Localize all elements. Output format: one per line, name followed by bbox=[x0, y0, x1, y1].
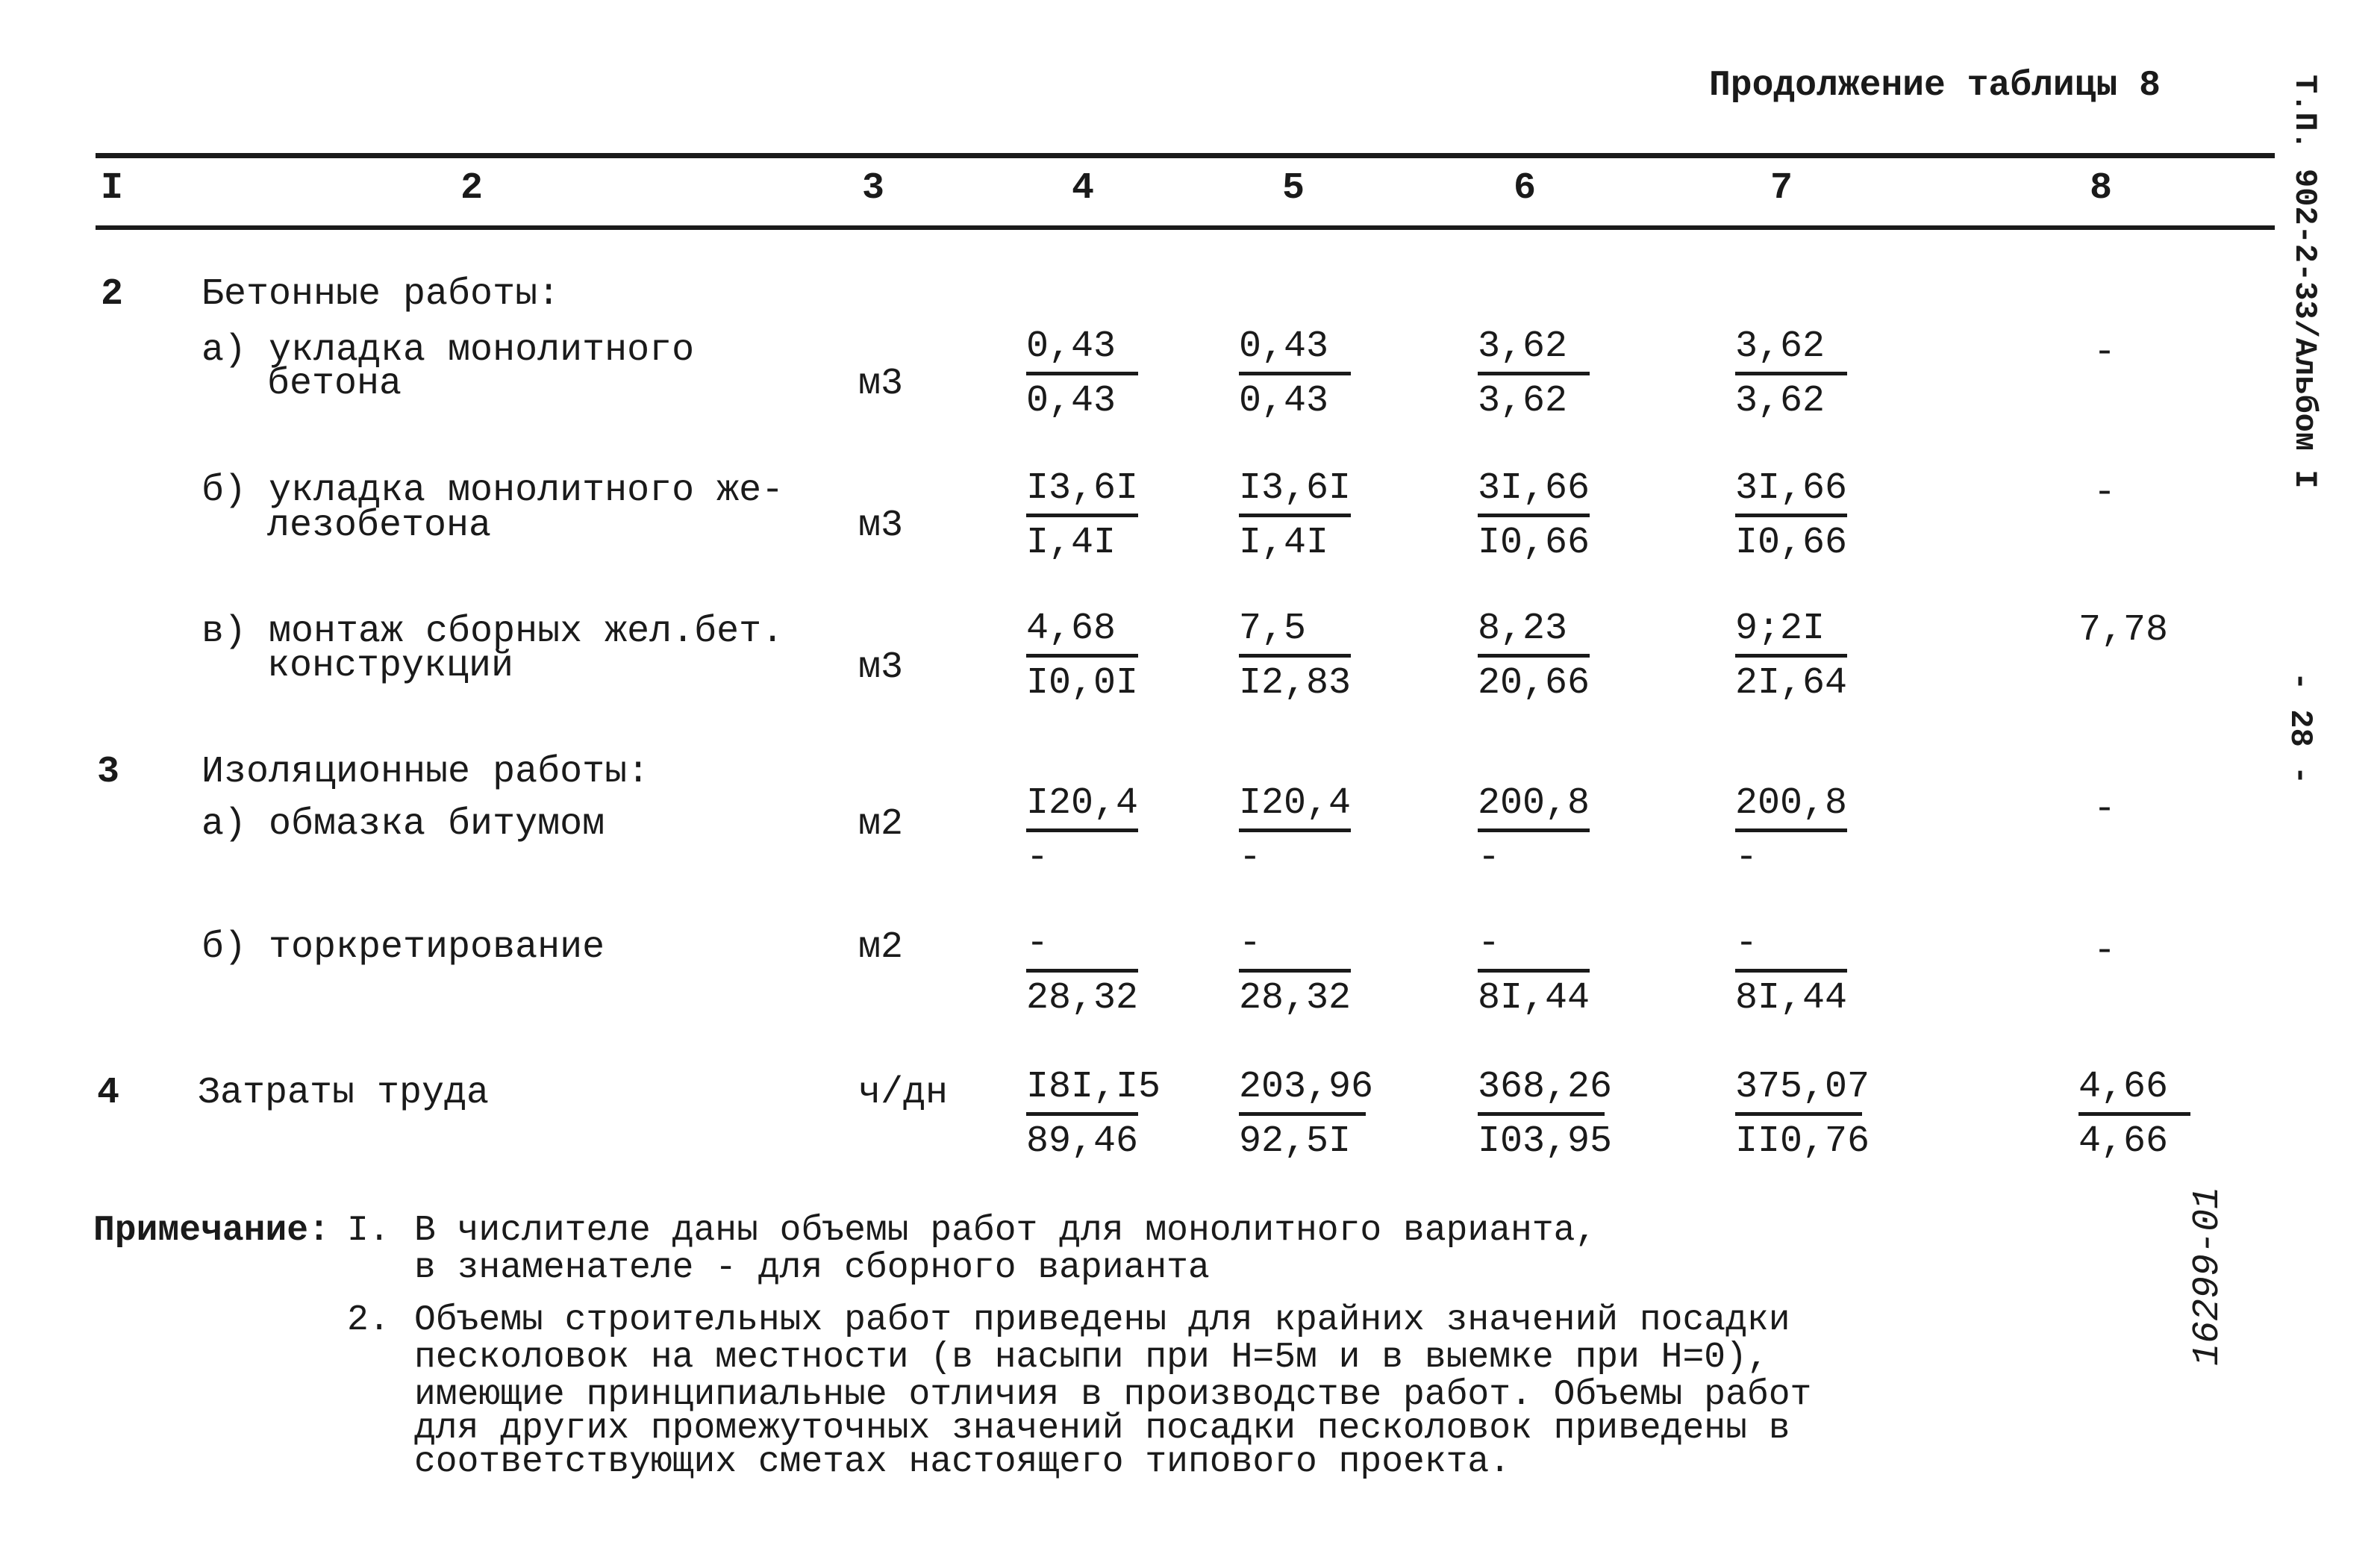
cell-value: - bbox=[2093, 472, 2117, 514]
cell-fraction: I20,4 - bbox=[1239, 782, 1352, 879]
row-unit: м3 bbox=[858, 646, 904, 689]
row-label-cont: лезобетона bbox=[267, 505, 492, 547]
row-unit: ч/дн bbox=[858, 1072, 949, 1114]
row-label: в) монтаж сборных жел.бет. bbox=[202, 611, 784, 653]
row-label-cont: бетона bbox=[267, 363, 402, 405]
cell-fraction: $\frac{0,43}{0,43}$ bbox=[1239, 328, 1351, 425]
note-text: В числителе даны объемы работ для монолитного варианта, bbox=[414, 1211, 1597, 1251]
col-header-6: 6 bbox=[1514, 167, 1537, 210]
col-header-4: 4 bbox=[1072, 167, 1095, 210]
col-header-5: 5 bbox=[1282, 167, 1305, 210]
notes-label: Примечание: bbox=[93, 1211, 330, 1251]
note-number: I. bbox=[347, 1211, 390, 1251]
cell-fraction: $\frac{I3,6I}{I,4I}$ bbox=[1239, 467, 1352, 564]
cell-fraction: 200,8 - bbox=[1735, 782, 1848, 879]
cell-fraction: $\frac{375,07}{II0,76}$ bbox=[1735, 1066, 1870, 1163]
col-header-7: 7 bbox=[1770, 167, 1793, 210]
cell-value: - bbox=[2093, 930, 2117, 973]
cell-fraction: $\frac{203,96}{92,5I}$ bbox=[1239, 1066, 1374, 1163]
table-continuation-title: Продолжение таблицы 8 bbox=[1709, 66, 2161, 106]
row-unit: м3 bbox=[858, 363, 904, 405]
side-stamp: Т.П. 902-2-33/Альбом I bbox=[2287, 75, 2323, 489]
note-text: соответствующих сметах настоящего типового проекта. bbox=[414, 1442, 1511, 1482]
row-label: Затраты труда bbox=[198, 1072, 490, 1114]
cell-fraction: $\frac{I3,6I}{I,4I}$ bbox=[1026, 467, 1139, 564]
section-title: Бетонные работы: bbox=[202, 273, 560, 316]
cell-fraction: - 28,32 bbox=[1026, 923, 1139, 1020]
cell-fraction: $\frac{7,5}{I2,83}$ bbox=[1239, 608, 1352, 705]
cell-fraction: $\frac{0,43}{0,43}$ bbox=[1026, 328, 1138, 425]
cell-fraction: $\frac{3I,66}{I0,66}$ bbox=[1478, 467, 1590, 564]
cell-fraction: - 8I,44 bbox=[1735, 923, 1848, 1020]
cell-fraction: $\frac{4,66}{4,66}$ bbox=[2078, 1069, 2190, 1165]
section-title: Изоляционные работы: bbox=[202, 751, 650, 793]
note-text: Объемы строительных работ приведены для крайних значений посадки bbox=[414, 1300, 1790, 1341]
cell-fraction: - 28,32 bbox=[1239, 923, 1352, 1020]
cell-fraction: - 8I,44 bbox=[1478, 923, 1590, 1020]
col-header-2: 2 bbox=[460, 167, 484, 210]
archive-number: 16299-01 bbox=[2187, 1186, 2229, 1366]
table-top-rule bbox=[96, 153, 2275, 158]
cell-fraction: $\frac{I8I,I5}{89,46}$ bbox=[1026, 1066, 1161, 1163]
cell-fraction: $\frac{368,26}{I03,95}$ bbox=[1478, 1066, 1613, 1163]
note-text: имеющие принципиальные отличия в производстве работ. Объемы работ bbox=[414, 1375, 1812, 1415]
row-label: б) укладка монолитного же- bbox=[202, 469, 784, 512]
cell-value: - bbox=[2093, 331, 2117, 374]
note-text: в знаменателе - для сборного варианта bbox=[414, 1248, 1210, 1288]
cell-value: - bbox=[2093, 788, 2117, 831]
col-header-1: I bbox=[101, 167, 124, 210]
cell-fraction: $\frac{8,23}{20,66}$ bbox=[1478, 608, 1590, 705]
note-text: для других промежуточных значений посадки песколовок приведены в bbox=[414, 1408, 1790, 1449]
cell-fraction: I20,4 - bbox=[1026, 782, 1139, 879]
col-header-3: 3 bbox=[862, 167, 885, 210]
row-label-cont: конструкций bbox=[267, 645, 514, 687]
section-number: 3 bbox=[97, 751, 120, 793]
note-number: 2. bbox=[347, 1300, 390, 1341]
cell-value: 7,78 bbox=[2078, 609, 2169, 652]
cell-fraction: $\frac{3,62}{3,62}$ bbox=[1478, 328, 1590, 425]
note-text: песколовок на местности (в насыпи при Н=5м и в выемке при Н=0), bbox=[414, 1338, 1769, 1378]
col-header-8: 8 bbox=[2090, 167, 2113, 210]
section-number: 4 bbox=[97, 1072, 120, 1114]
cell-fraction: $\frac{3I,66}{I0,66}$ bbox=[1735, 467, 1848, 564]
row-unit: м2 bbox=[858, 803, 904, 846]
cell-fraction: 200,8 - bbox=[1478, 782, 1590, 879]
cell-fraction: $\frac{9;2I}{2I,64}$ bbox=[1735, 608, 1848, 705]
cell-fraction: $\frac{4,68}{I0,0I}$ bbox=[1026, 608, 1139, 705]
table-header-rule bbox=[96, 225, 2275, 230]
section-number: 2 bbox=[101, 273, 124, 316]
cell-fraction: $\frac{3,62}{3,62}$ bbox=[1735, 328, 1847, 425]
row-label: а) укладка монолитного bbox=[202, 329, 695, 372]
row-unit: м3 bbox=[858, 505, 904, 547]
row-label: б) торкретирование bbox=[202, 926, 605, 969]
row-unit: м2 bbox=[858, 926, 904, 969]
side-page-number: - 28 - bbox=[2282, 672, 2318, 785]
row-label: а) обмазка битумом bbox=[202, 803, 605, 846]
